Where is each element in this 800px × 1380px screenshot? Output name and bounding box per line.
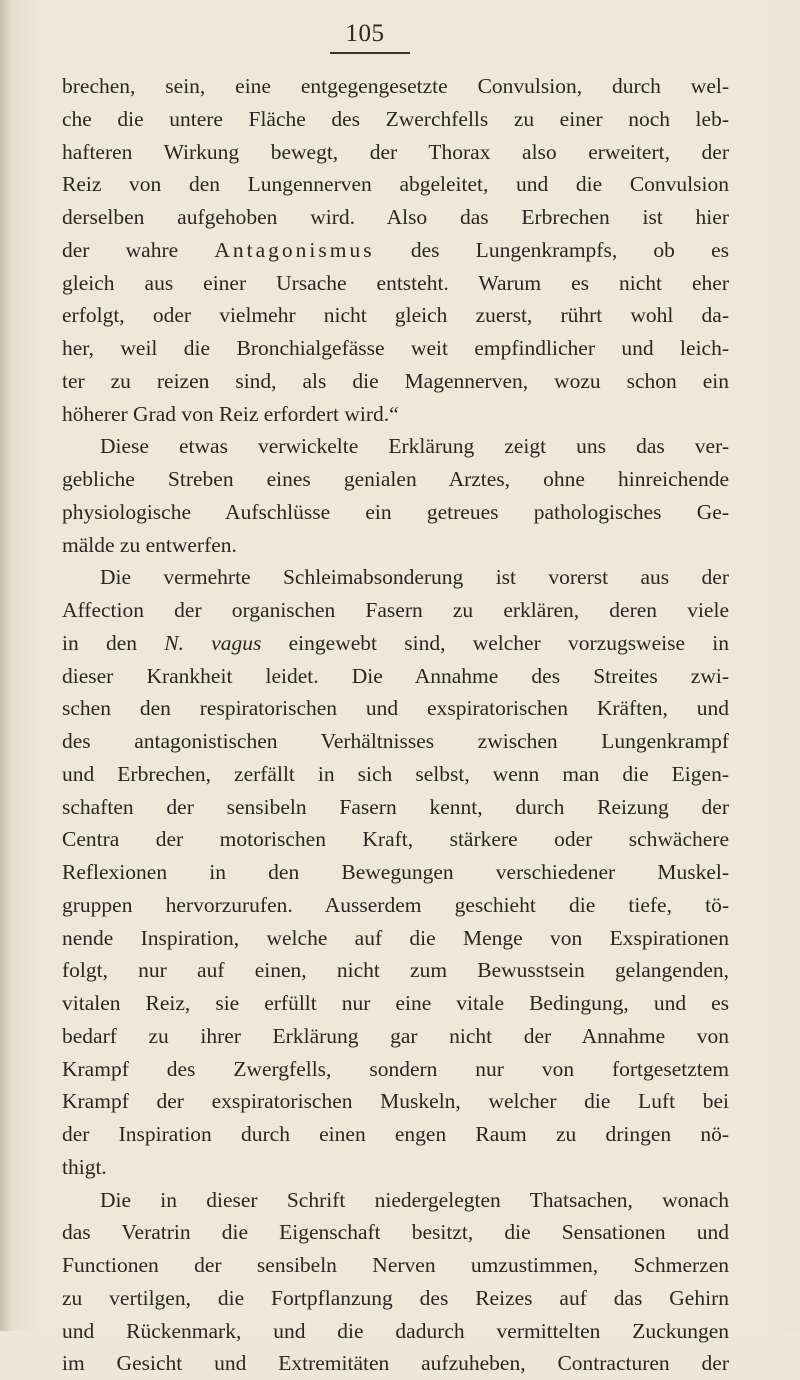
text-line: erfolgt, oder vielmehr nicht gleich zuerst, rührt wohl da- — [62, 303, 729, 328]
page-binding-edge — [0, 0, 10, 1331]
text-line: und Erbrechen, zerfällt in sich selbst, wenn man die Eigen- — [62, 761, 729, 786]
text-segment: des Lungenkrampfs, ob es — [374, 237, 729, 262]
text-line: Functionen der sensibeln Nerven umzustimmen, Schmerzen — [62, 1253, 729, 1277]
text-line: und Rückenmark, und die dadurch vermittelten Zuckungen — [62, 1318, 729, 1343]
emphasized-term: Antagonismus — [214, 237, 375, 262]
text-line: Krampf des Zwergfells, sondern nur von fortgesetztem — [62, 1056, 729, 1081]
text-line: mälde zu entwerfen. — [62, 532, 237, 557]
text-segment: eingewebt sind, welcher vorzugsweise in — [261, 630, 729, 655]
text-line — [62, 627, 729, 660]
text-line: che die untere Fläche des Zwerchfells zu einer noch leb- — [62, 106, 729, 131]
text-line: Affection der organischen Fasern zu erklären, deren viele — [62, 598, 729, 622]
text-line: vitalen Reiz, sie erfüllt nur eine vitale Bedingung, und es — [62, 991, 729, 1015]
text-line: gebliche Streben eines genialen Arztes, ohne hinreichende — [62, 467, 729, 491]
text-line: höherer Grad von Reiz erfordert wird.“ — [62, 401, 399, 426]
text-line: Die vermehrte Schleimabsonderung ist vorerst aus der — [100, 565, 729, 590]
text-line: Diese etwas verwickelte Erklärung zeigt uns das ver- — [100, 434, 729, 459]
text-line: Reflexionen in den Bewegungen verschiedener Muskel- — [62, 860, 729, 884]
text-line: gruppen hervorzurufen. Ausserdem geschieht die tiefe, tö- — [62, 892, 729, 917]
italic-term: N. vagus — [164, 630, 262, 655]
text-line: nende Inspiration, welche auf die Menge von Exspirationen — [62, 925, 729, 950]
header-rule — [330, 52, 410, 54]
text-line: brechen, sein, eine entgegengesetzte Convulsion, durch wel- — [62, 74, 729, 98]
text-line: her, weil die Bronchialgefässe weit empfindlicher und leich- — [62, 336, 729, 360]
text-line: der Inspiration durch einen engen Raum zu dringen nö- — [62, 1122, 729, 1146]
text-line: physiologische Aufschlüsse ein getreues pathologisches Ge- — [62, 499, 729, 524]
text-line: Krampf der exspiratorischen Muskeln, welcher die Luft bei — [62, 1089, 729, 1114]
text-line: des antagonistischen Verhältnisses zwischen Lungenkrampf — [62, 729, 729, 753]
body-text — [62, 70, 729, 1380]
page-number: 105 — [345, 20, 385, 47]
text-line: ter zu reizen sind, als die Magennerven, wozu schon ein — [62, 368, 729, 393]
text-line: Reiz von den Lungennerven abgeleitet, und die Convulsion — [62, 172, 729, 197]
text-line: schen den respiratorischen und exspiratorischen Kräften, und — [62, 696, 729, 721]
text-line: hafteren Wirkung bewegt, der Thorax also erweitert, der — [62, 139, 729, 164]
text-line: schaften der sensibeln Fasern kennt, durch Reizung der — [62, 794, 729, 819]
text-line: bedarf zu ihrer Erklärung gar nicht der Annahme von — [62, 1023, 729, 1048]
text-line: thigt. — [62, 1154, 107, 1179]
text-line: dieser Krankheit leidet. Die Annahme des Streites zwi- — [62, 663, 729, 688]
text-line: das Veratrin die Eigenschaft besitzt, die Sensationen und — [62, 1220, 729, 1245]
text-line: gleich aus einer Ursache entsteht. Warum es nicht eher — [62, 270, 729, 295]
text-line: folgt, nur auf einen, nicht zum Bewusstsein gelangenden, — [62, 958, 729, 983]
text-line: zu vertilgen, die Fortpflanzung des Reizes auf das Gehirn — [62, 1285, 729, 1310]
text-line: derselben aufgehoben wird. Also das Erbrechen ist hier — [62, 205, 729, 229]
text-line — [62, 234, 729, 267]
text-line: im Gesicht und Extremitäten aufzuheben, Contracturen der — [62, 1351, 729, 1376]
text-line: Centra der motorischen Kraft, stärkere oder schwächere — [62, 827, 729, 852]
text-line: Die in dieser Schrift niedergelegten Thatsachen, wonach — [100, 1187, 729, 1212]
text-segment: in den — [62, 630, 165, 655]
text-segment: der wahre — [62, 237, 215, 262]
